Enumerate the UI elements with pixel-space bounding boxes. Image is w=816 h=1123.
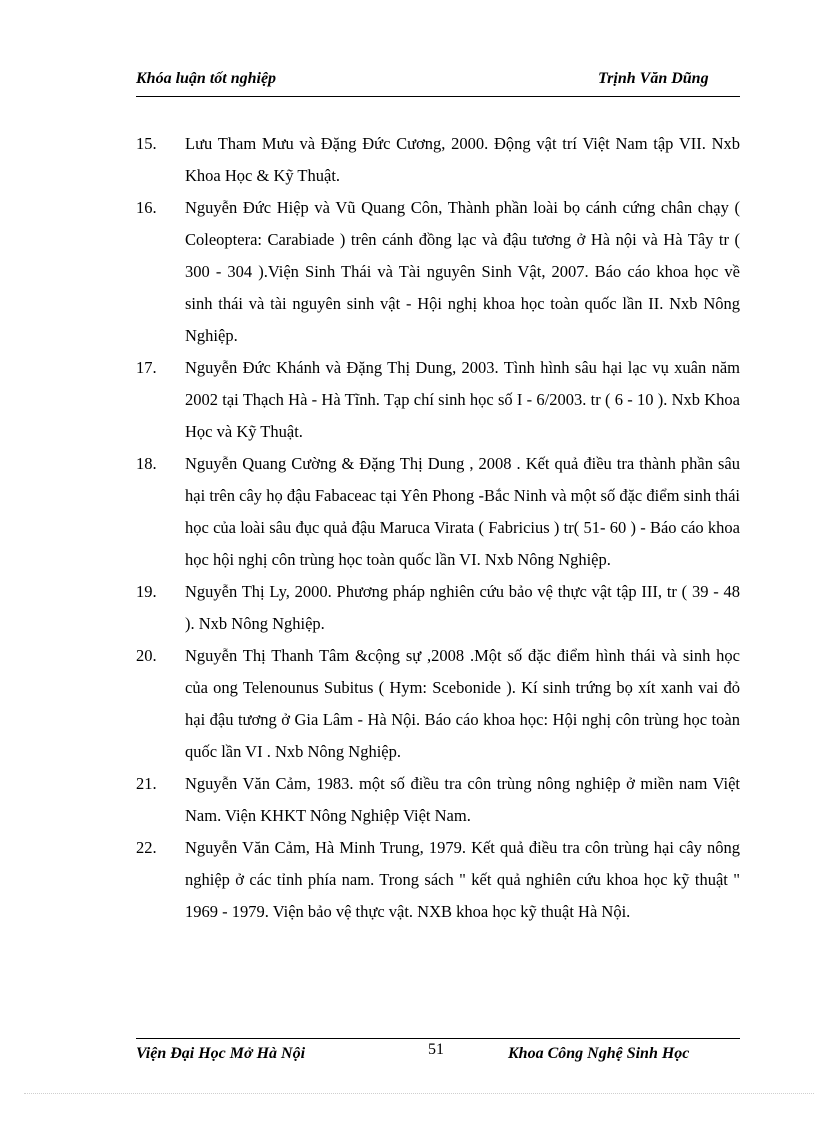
page-header <box>136 66 740 97</box>
reference-text: Nguyễn Quang Cường & Đặng Thị Dung , 2008 . Kết quả điều tra thành phần sâu hại trên cây họ đậu Fabaceac tại Yên Phong -Bắc Ninh và một số đặc điểm sinh thái học của loài sâu đục quả đậu Maruca Virata ( Fabricius ) tr( 51- 60 ) - Báo cáo khoa học hội nghị côn trùng học toàn quốc lần VI. Nxb Nông Nghiệp. <box>185 454 740 569</box>
reference-number: 16. <box>136 198 157 217</box>
reference-item <box>136 448 740 576</box>
header-author: Trịnh Văn Dũng <box>598 70 709 87</box>
header-thesis-label: Khóa luận tốt nghiệp <box>136 70 277 87</box>
reference-item <box>136 352 740 448</box>
reference-number: 17. <box>136 358 157 377</box>
reference-item <box>136 192 740 352</box>
reference-text: Nguyễn Đức Khánh và Đặng Thị Dung, 2003. Tình hình sâu hại lạc vụ xuân năm 2002 tại Thạch Hà - Hà Tĩnh. Tạp chí sinh học số I - 6/2003. tr ( 6 - 10 ). Nxb Khoa Học và Kỹ Thuật. <box>185 358 740 441</box>
reference-text: Nguyễn Đức Hiệp và Vũ Quang Côn, Thành phần loài bọ cánh cứng chân chạy ( Coleoptera: Carabiade ) trên cánh đồng lạc và đậu tương ở Hà nội và Hà Tây tr ( 300 - 304 ).Viện Sinh Thái và Tài nguyên Sinh Vật, 2007. Báo cáo khoa học về sinh thái và tài nguyên sinh vật - Hội nghị khoa học toàn quốc lần II. Nxb Nông Nghiệp. <box>185 198 740 345</box>
reference-item <box>136 640 740 768</box>
reference-number: 22. <box>136 838 157 857</box>
footer-faculty: Khoa Công Nghệ Sinh Học <box>508 1045 690 1062</box>
reference-number: 15. <box>136 134 157 153</box>
reference-list <box>136 128 740 928</box>
page-footer <box>136 1038 740 1069</box>
reference-text: Nguyễn Thị Ly, 2000. Phương pháp nghiên cứu bảo vệ thực vật tập III, tr ( 39 - 48 ). Nxb Nông Nghiệp. <box>185 582 740 633</box>
reference-text: Nguyễn Văn Cảm, Hà Minh Trung, 1979. Kết quả điều tra côn trùng hại cây nông nghiệp ở các tỉnh phía nam. Trong sách " kết quả nghiên cứu khoa học kỹ thuật " 1969 - 1979. Viện bảo vệ thực vật. NXB khoa học kỹ thuật Hà Nội. <box>185 838 740 921</box>
reference-number: 19. <box>136 582 157 601</box>
reference-text: Nguyễn Thị Thanh Tâm &cộng sự ,2008 .Một số đặc điểm hình thái và sinh học của ong Telenounus Subitus ( Hym: Scebonide ). Kí sinh trứng bọ xít xanh vai đỏ hại đậu tương ở Gia Lâm - Hà Nội. Báo cáo khoa học: Hội nghị côn trùng học toàn quốc lần VI . Nxb Nông Nghiệp. <box>185 646 740 761</box>
reference-number: 21. <box>136 774 157 793</box>
reference-number: 18. <box>136 454 157 473</box>
footer-institution: Viện Đại Học Mở Hà Nội <box>136 1045 306 1062</box>
reference-text: Nguyễn Văn Cảm, 1983. một số điều tra côn trùng nông nghiệp ở miền nam Việt Nam. Viện KHKT Nông Nghiệp Việt Nam. <box>185 774 740 825</box>
page-number: 51 <box>428 1041 444 1058</box>
reference-item <box>136 576 740 640</box>
page-edge-dotted-line <box>24 1093 814 1094</box>
reference-item <box>136 768 740 832</box>
reference-text: Lưu Tham Mưu và Đặng Đức Cương, 2000. Động vật trí Việt Nam tập VII. Nxb Khoa Học & Kỹ Thuật. <box>185 134 740 185</box>
reference-item <box>136 832 740 928</box>
reference-item <box>136 128 740 192</box>
reference-number: 20. <box>136 646 157 665</box>
